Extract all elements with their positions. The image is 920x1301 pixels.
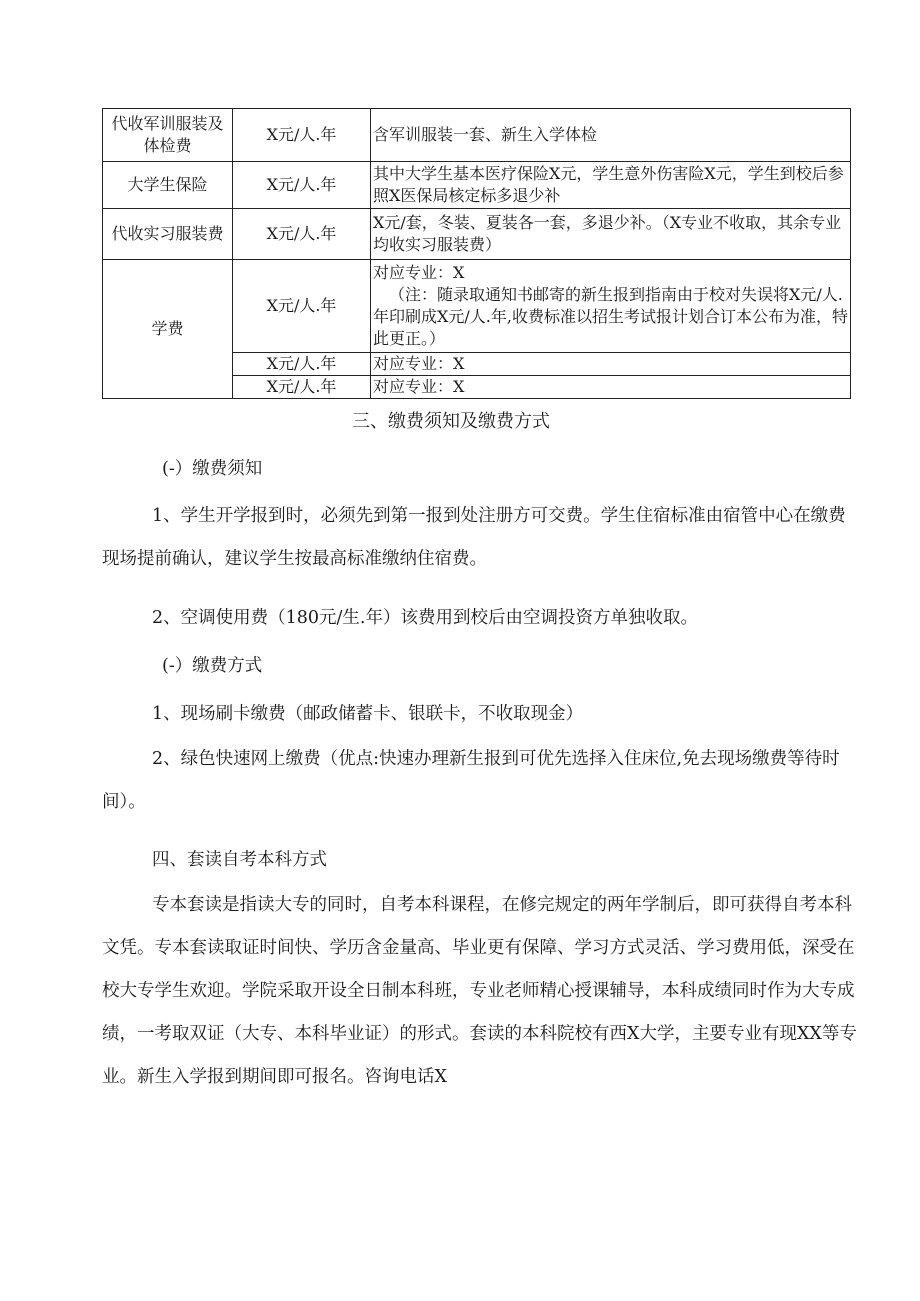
section3-item3: 1、现场刷卡缴费（邮政储蓄卡、银联卡，不收取现金） [152, 704, 584, 724]
table-row [103, 260, 851, 353]
fee-amount: X元/人.年 [233, 260, 371, 353]
fee-item: 代收军训服装及体检费 [103, 109, 233, 162]
fee-amount: X元/人.年 [233, 162, 371, 209]
section3-title: 三、缴费须知及缴费方式 [352, 411, 550, 432]
fee-amount: X元/人.年 [233, 109, 371, 162]
fee-amount: X元/人.年 [233, 353, 371, 376]
fee-note: 其中大学生基本医疗保险X元，学生意外伤害险X元，学生到校后参照X医保局核定标多退少补 [371, 162, 851, 209]
fee-item: 代收实习服装费 [103, 209, 233, 260]
section3-item2: 2、空调使用费（180元/生.年）该费用到校后由空调投资方单独收取。 [152, 608, 698, 628]
section3-item1: 1、学生开学报到时，必须先到第一报到处注册方可交费。学生住宿标准由宿管中心在缴费现场提前确认，建议学生按最高标准缴纳住宿费。 [102, 506, 846, 569]
fee-item: 学费 [103, 260, 233, 399]
fee-note: X元/套，冬装、夏装各一套，多退少补。（X专业不收取，其余专业均收实习服装费） [371, 209, 851, 260]
fee-note-line: 对应专业：X [373, 263, 465, 282]
fee-table [102, 108, 851, 399]
section3-sub1: (-）缴费须知 [162, 459, 263, 479]
section3-sub2: (-）缴费方式 [162, 656, 263, 676]
section3-item4: 2、绿色快速网上缴费（优点:快速办理新生报到可优先选择入住床位,免去现场缴费等待时间）。 [102, 749, 840, 812]
fee-note: 含军训服装一套、新生入学体检 [371, 109, 851, 162]
fee-note-line: （注：随录取通知书邮寄的新生报到指南由于校对失误将X元/人.年印刷成X元/人.年,收费标准以招生考试报计划合订本公布为准，特此更正。） [373, 285, 848, 348]
table-row [103, 162, 851, 209]
table-row [103, 109, 851, 162]
fee-amount: X元/人.年 [233, 209, 371, 260]
fee-item: 大学生保险 [103, 162, 233, 209]
fee-note: 对应专业：X [371, 376, 851, 399]
table-row [103, 209, 851, 260]
section4-body: 专本套读是指读大专的同时，自考本科课程，在修完规定的两年学制后，即可获得自考本科文凭。专本套读取证时间快、学历含金量高、毕业更有保障、学习方式灵活、学习费用低，深受在校大专学生欢迎。学院采取开设全日制本科班，专业老师精心授课辅导，本科成绩同时作为大专成绩，一考取双证（大专、本科毕业证）的形式。套读的本科院校有西X大学，主要专业有现XX等专业。新生入学报到期间即可报名。咨询电话X [102, 895, 857, 1087]
fee-amount: X元/人.年 [233, 376, 371, 399]
section4-title: 四、套读自考本科方式 [152, 850, 327, 870]
fee-note: 对应专业：X [371, 353, 851, 376]
fee-note [371, 260, 851, 353]
